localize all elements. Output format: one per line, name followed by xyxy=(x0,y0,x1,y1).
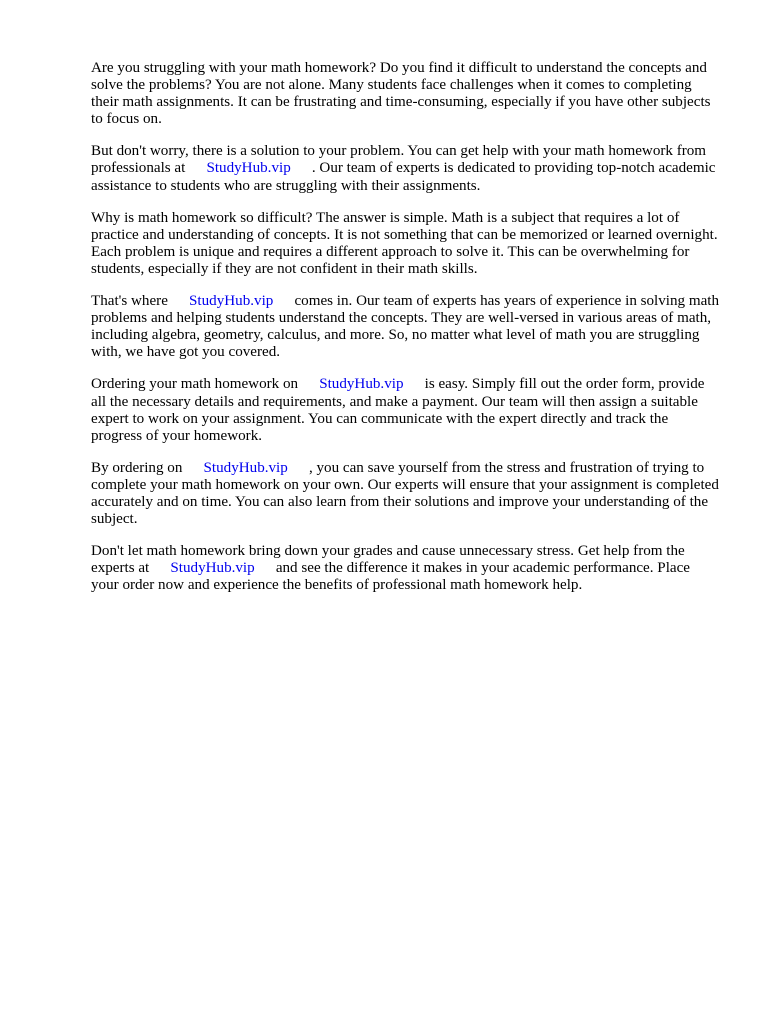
paragraph-4-text-before: That's where xyxy=(91,293,168,310)
paragraph-6-text-after: , you can save yourself from the stress and frustration of trying to complete your math homework on your own. Our experts will ensure that your assignment is completed accurately and on time. You can also learn from their solutions and improve your understanding of the subject. xyxy=(91,459,719,528)
studyhub-link-1[interactable]: StudyHub.vip xyxy=(206,160,291,177)
paragraph-2-text-after: . Our team of experts is dedicated to providing top-notch academic assistance to students who are struggling with their assignments. xyxy=(91,160,716,194)
paragraph-4-text-after: comes in. Our team of experts has years of experience in solving math problems and helping students understand the concepts. They are well-versed in various areas of math, including algebra, geometry, calculus, and more. So, no matter what level of math you are struggling with, we have got you covered. xyxy=(91,293,720,361)
paragraph-7-text-after: and see the difference it makes in your academic performance. Place your order now and experience the benefits of professional math homework help. xyxy=(91,560,690,594)
paragraph-6 xyxy=(91,460,721,528)
studyhub-link-3[interactable]: StudyHub.vip xyxy=(319,376,404,393)
paragraph-7 xyxy=(91,543,721,594)
paragraph-3 xyxy=(91,210,721,278)
paragraph-6-text-before: By ordering on xyxy=(91,459,183,476)
paragraph-7-text-before: Don't let math homework bring down your grades and cause unnecessary stress. Get help from the experts at xyxy=(91,543,685,577)
paragraph-5 xyxy=(91,376,721,444)
document-body xyxy=(91,60,721,609)
paragraph-1-text: Are you struggling with your math homework? Do you find it difficult to understand the concepts and solve the problems? You are not alone. Many students face challenges when it comes to completing their math assignments. It can be frustrating and time-consuming, especially if you have other subjects to focus on. xyxy=(91,60,711,128)
paragraph-1 xyxy=(91,60,721,128)
paragraph-3-text: Why is math homework so difficult? The answer is simple. Math is a subject that requires a lot of practice and understanding of concepts. It is not something that can be memorized or learned overnight. Each problem is unique and requires a different approach to solve it. This can be overwhelming for students, especially if they are not confident in their math skills. xyxy=(91,209,718,277)
studyhub-link-5[interactable]: StudyHub.vip xyxy=(170,560,255,577)
studyhub-link-2[interactable]: StudyHub.vip xyxy=(189,293,274,310)
paragraph-5-text-before: Ordering your math homework on xyxy=(91,376,299,393)
paragraph-2-text-before: But don't worry, there is a solution to your problem. You can get help with your math homework from professionals at xyxy=(91,143,707,177)
studyhub-link-4[interactable]: StudyHub.vip xyxy=(203,459,288,476)
paragraph-4 xyxy=(91,293,721,361)
paragraph-2 xyxy=(91,143,721,194)
paragraph-5-text-after: is easy. Simply fill out the order form, provide all the necessary details and requirements, and make a payment. Our team will then assign a suitable expert to work on your assignment. You can communicate with the expert directly and track the progress of your homework. xyxy=(91,376,705,444)
